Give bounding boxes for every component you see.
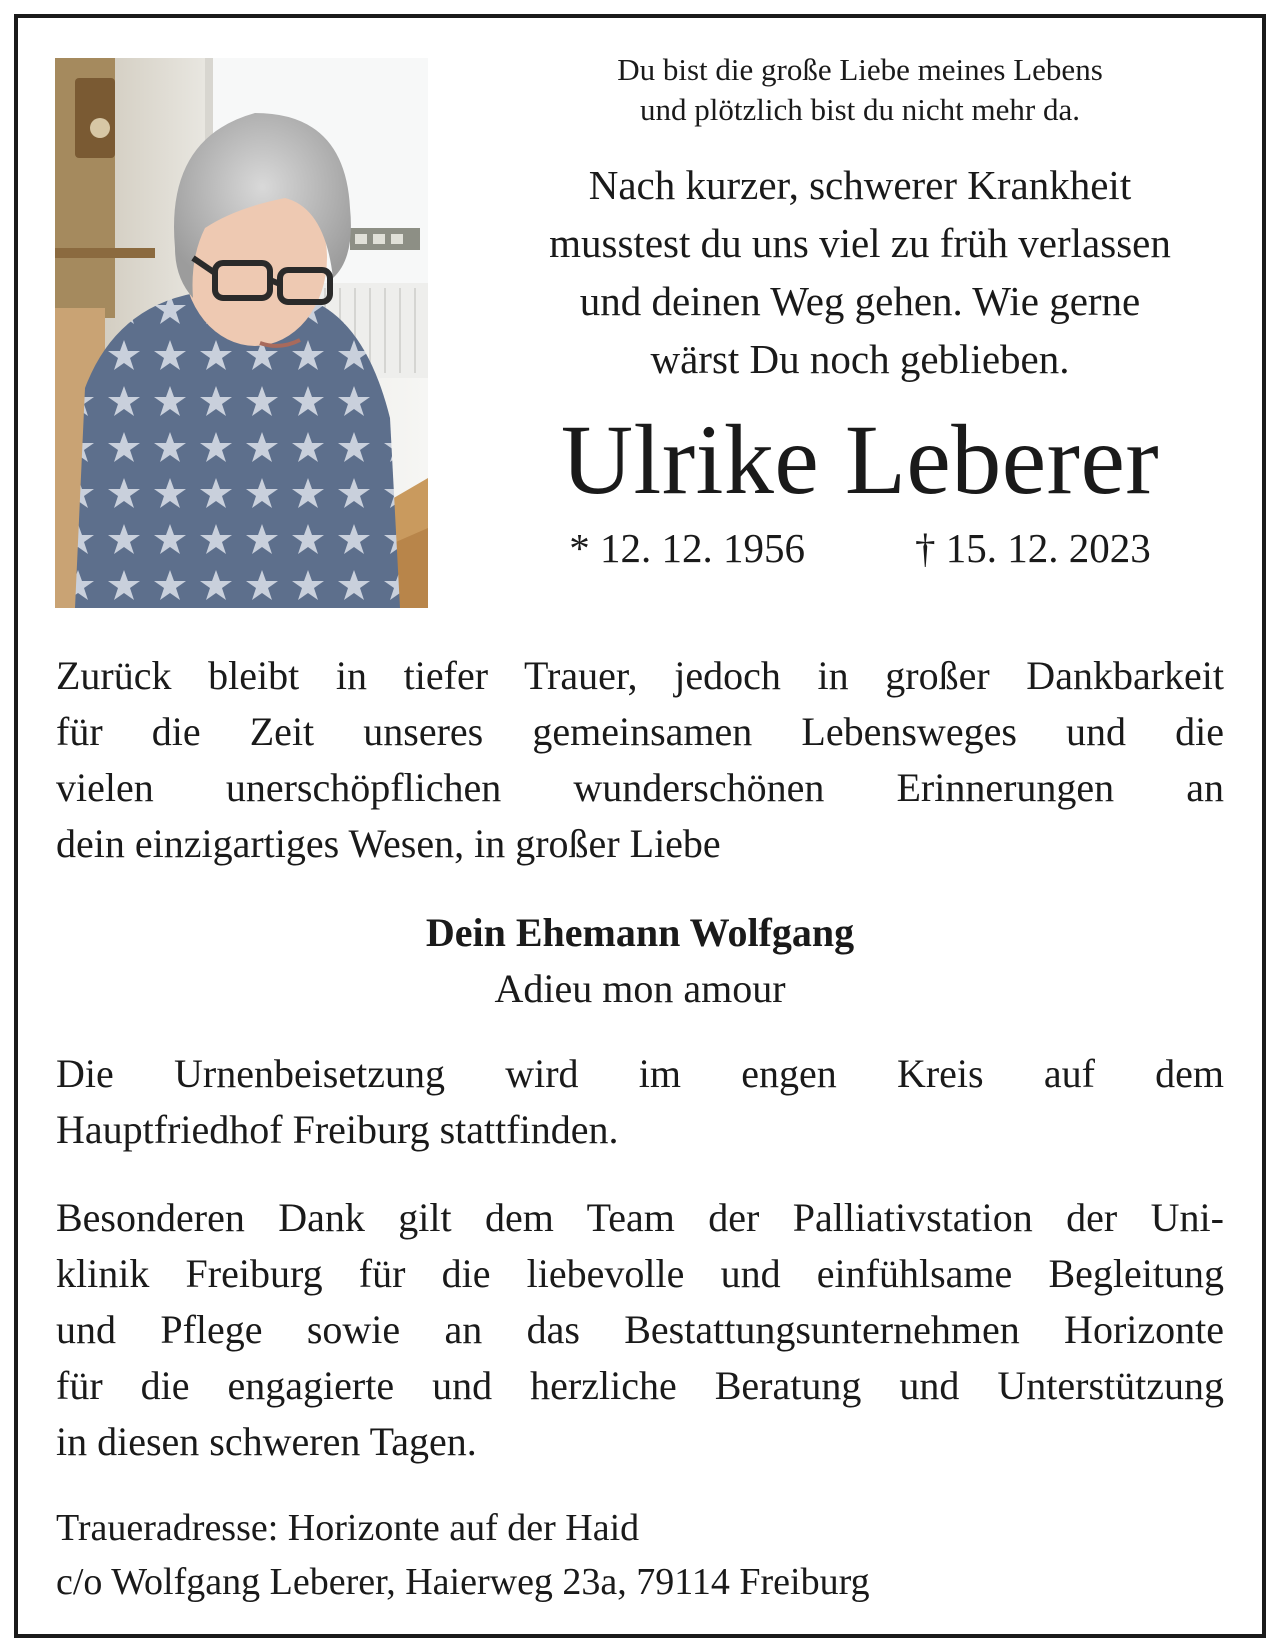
verse-line: und deinen Weg gehen. Wie gerne: [579, 278, 1141, 324]
paragraph-line: Zurück bleibt in tiefer Trauer, jedoch in großer Dankbarkeit: [56, 653, 1224, 698]
paragraph-line: Die Urnenbeisetzung wird im engen Kreis auf dem: [56, 1051, 1224, 1096]
address-line: c/o Wolfgang Leberer, Haierweg 23a, 79114 Freiburg: [56, 1561, 870, 1603]
paragraph-line: in diesen schweren Tagen.: [56, 1419, 477, 1464]
portrait-photo: [55, 58, 428, 608]
life-dates: [460, 520, 1260, 576]
signature-subtitle: Adieu mon amour: [494, 966, 786, 1011]
quote-line: Du bist die große Liebe meines Lebens: [617, 52, 1103, 87]
verse-line: Nach kurzer, schwerer Krankheit: [588, 162, 1132, 208]
paragraph-line: dein einzigartiges Wesen, in großer Liebe: [56, 821, 721, 866]
paragraph-line: und Pflege sowie an das Bestattungsunternehmen Horizonte: [56, 1307, 1224, 1352]
paragraph-line: Besonderen Dank gilt dem Team der Palliativstation der Uni-: [56, 1195, 1224, 1240]
verse: [460, 156, 1260, 388]
verse-line: musstest du uns viel zu früh verlassen: [549, 220, 1171, 266]
paragraph-line: Hauptfriedhof Freiburg stattfinden.: [56, 1107, 619, 1152]
signature-block: [56, 905, 1224, 1017]
mourning-address: [56, 1501, 1224, 1609]
intro-quote: [460, 50, 1260, 130]
thanks-paragraph: [56, 1190, 1224, 1470]
birth-date: * 12. 12. 1956: [569, 525, 805, 571]
deceased-name: Ulrike Leberer: [560, 404, 1160, 515]
paragraph-line: vielen unerschöpflichen wunderschönen Erinnerungen an: [56, 765, 1224, 810]
address-line: Traueradresse: Horizonte auf der Haid: [56, 1507, 640, 1549]
paragraph-line: für die Zeit unseres gemeinsamen Lebensweges und die: [56, 709, 1224, 754]
mourning-paragraph: [56, 648, 1224, 872]
paragraph-line: für die engagierte und herzliche Beratung und Unterstützung: [56, 1363, 1224, 1408]
header-text: [460, 50, 1260, 576]
paragraph-line: klinik Freiburg für die liebevolle und einfühlsame Begleitung: [56, 1251, 1224, 1296]
verse-line: wärst Du noch geblieben.: [650, 336, 1070, 382]
signature-name: Dein Ehemann Wolfgang: [425, 910, 855, 955]
quote-line: und plötzlich bist du nicht mehr da.: [640, 92, 1080, 127]
burial-paragraph: [56, 1046, 1224, 1158]
death-date: † 15. 12. 2023: [915, 525, 1151, 571]
